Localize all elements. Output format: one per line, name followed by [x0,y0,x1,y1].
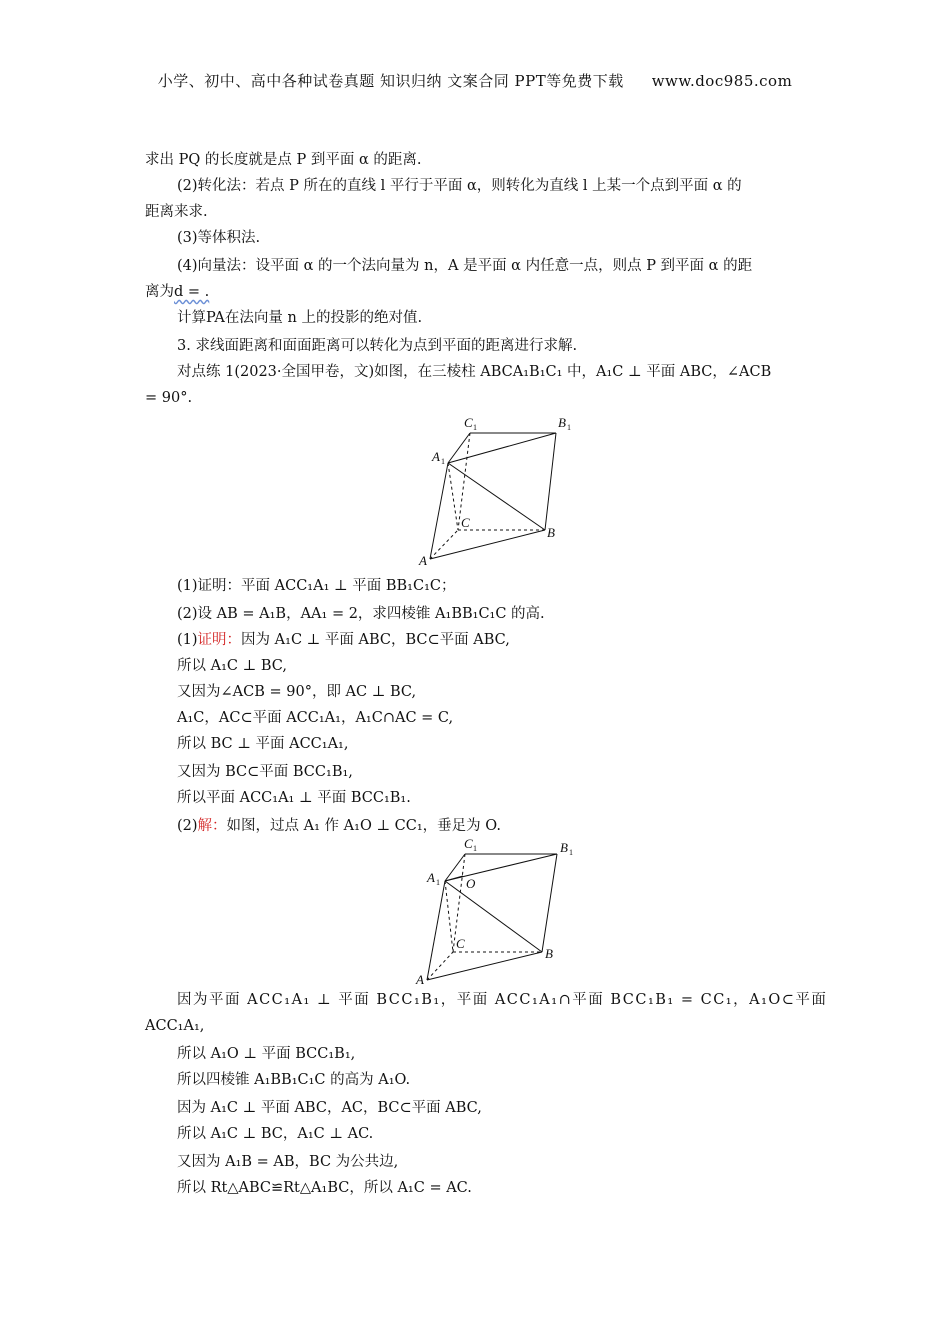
label-a1: A [427,870,435,885]
text-line: 所以 A₁C ⊥ BC，A₁C ⊥ AC. [177,1126,374,1142]
text-line: 所以平面 ACC₁A₁ ⊥ 平面 BCC₁B₁. [177,790,411,806]
text-line: 又因为 A₁B = AB，BC 为公共边, [177,1154,399,1170]
text-span: (1) [177,632,198,648]
text-line: 计算PA在法向量 n 上的投影的绝对值. [177,310,423,326]
proof-label: 证明： [197,632,242,648]
label-sub: 1 [569,848,573,857]
text-line: 所以 BC ⊥ 平面 ACC₁A₁, [177,736,349,752]
edge-a1c [445,881,453,952]
label-o: O [466,876,476,891]
text-span: (2) [177,818,198,834]
text-line: 所以四棱锥 A₁BB₁C₁C 的高为 A₁O. [177,1072,411,1088]
text-line: 因为 A₁C ⊥ 平面 ABC，AC，BC⊂平面 ABC, [177,1100,482,1116]
text-line: (3)等体积法. [177,230,261,246]
label-c: C [456,936,465,951]
label-sub: 1 [441,457,445,466]
text-line: ACC₁A₁, [145,1018,205,1034]
text-line: 所以 A₁C ⊥ BC, [177,658,287,674]
label-c1: C [464,836,473,851]
text-line: 距离来求. [145,204,208,220]
label-a: A [416,972,424,987]
edge-ab [427,952,542,980]
text-span: 如图，过点 A₁ 作 A₁O ⊥ CC₁，垂足为 O. [226,818,501,834]
label-sub: 1 [567,423,571,432]
edge-b1b [542,854,557,952]
label-b: B [545,946,553,961]
text-line: 又因为 BC⊂平面 BCC₁B₁, [177,764,353,780]
label-b: B [547,525,555,540]
label-c: C [461,515,470,530]
text-line: 所以 Rt△ABC≌Rt△A₁BC，所以 A₁C = AC. [177,1180,472,1196]
header-text: 小学、初中、高中各种试卷真题 知识归纳 文案合同 PPT等免费下载 [157,72,624,90]
text-line: A₁C，AC⊂平面 ACC₁A₁，A₁C∩AC = C, [177,710,454,726]
label-b1: B [558,415,566,430]
label-b1: B [560,840,568,855]
text-line [177,630,510,650]
text-line: (4)向量法：设平面 α 的一个法向量为 n，A 是平面 α 内任意一点，则点 P 到平面 α 的距 [177,258,753,274]
label-sub: 1 [436,878,440,887]
text-line: (1)证明：平面 ACC₁A₁ ⊥ 平面 BB₁C₁C； [177,578,456,594]
text-line: 又因为∠ACB = 90°，即 AC ⊥ BC, [177,684,417,700]
text-line: (2)转化法：若点 P 所在的直线 l 平行于平面 α，则转化为直线 l 上某一个点到平面 α 的 [177,178,742,194]
text-line: 3. 求线面距离和面面距离可以转化为点到平面的距离进行求解. [177,338,578,354]
label-a1: A [432,449,440,464]
edge-ab [430,530,545,559]
text-line [145,282,209,302]
page-header [0,70,950,91]
edge-a1b1 [448,433,556,463]
text-span: 离为 [145,284,174,300]
text-line: 因为平面 ACC₁A₁ ⊥ 平面 BCC₁B₁，平面 ACC₁A₁∩平面 BCC₁B₁ = CC₁，A₁O⊂平面 [177,992,828,1008]
text-line: (2)设 AB = A₁B，AA₁ = 2，求四棱锥 A₁BB₁C₁C 的高. [177,606,545,622]
text-line: = 90°. [145,390,193,406]
label-c1: C [464,415,473,430]
text-span: 因为 A₁C ⊥ 平面 ABC，BC⊂平面 ABC, [241,632,510,648]
text-line [177,816,501,836]
edge-a1a [430,463,448,559]
label-sub: 1 [473,423,477,432]
edge-b1b [545,433,556,530]
label-a: A [419,553,427,568]
prism-figure-1 [410,413,570,568]
edge-a1a [427,881,445,980]
text-line: 求出 PQ 的长度就是点 P 到平面 α 的距离. [145,152,422,168]
solution-label: 解： [197,818,227,834]
edge-a1c [448,463,458,530]
header-site: www.doc985.com [651,72,793,90]
text-line: 所以 A₁O ⊥ 平面 BCC₁B₁, [177,1046,356,1062]
text-line: 对点练 1(2023·全国甲卷，文)如图，在三棱柱 ABCA₁B₁C₁ 中，A₁C ⊥ 平面 ABC，∠ACB [177,364,772,380]
prism-figure-2 [407,836,582,986]
formula-d: d = . [174,284,210,300]
label-sub: 1 [473,844,477,853]
